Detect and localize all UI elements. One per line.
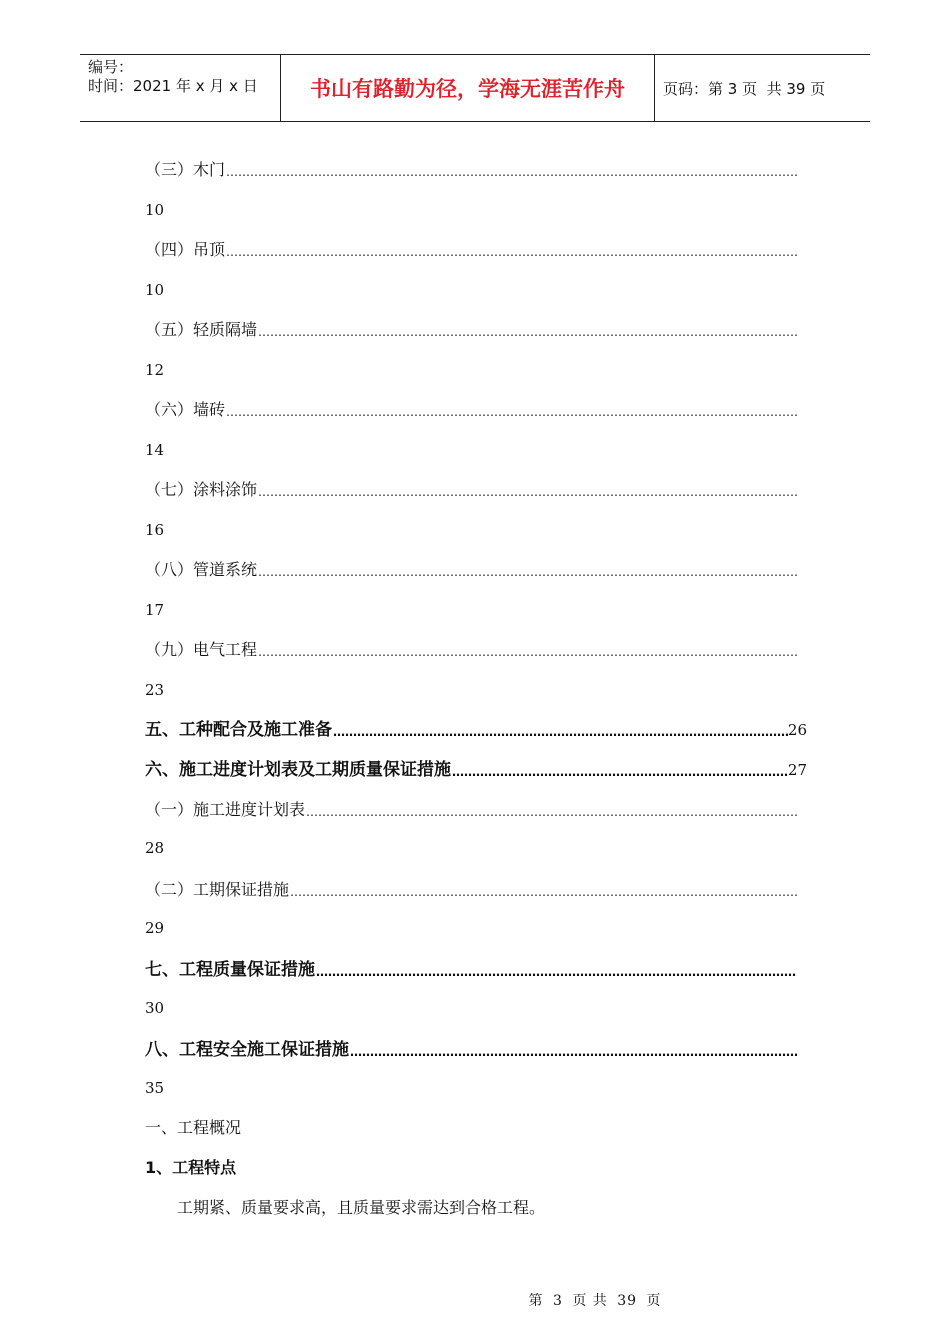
header-page-info: 页码：第 3 页 共 39 页 [663,79,826,98]
toc-entry-title: （二）工期保证措施 [145,880,290,899]
toc-entry[interactable] [145,556,797,580]
toc-entry-title: （五）轻质隔墙 [145,320,258,339]
toc-entry-page: 29 [145,919,165,937]
toc-entry-title: （一）施工进度计划表 [145,800,306,819]
toc-leader-dots [350,1044,797,1060]
toc-leader-dots [258,564,797,580]
toc-entry-page: 10 [145,201,165,219]
toc-leader-dots [316,964,797,980]
toc-leader-dots [258,484,797,500]
toc-entry[interactable] [145,236,797,260]
toc-entry-page: 26 [787,721,807,739]
header-meta-cell [80,55,281,121]
body-paragraph: 工期紧、质量要求高，且质量要求需达到合格工程。 [177,1198,546,1217]
footer-suffix: 页 [646,1293,662,1309]
header-motto: 书山有路勤为径，学海无涯苦作舟 [281,55,655,121]
toc-entry-title: 七、工程质量保证措施 [145,960,315,980]
toc-leader-dots [258,324,797,340]
toc-entry[interactable] [145,636,797,660]
toc-entry-page: 17 [145,601,165,619]
toc-entry-title: 五、工种配合及施工准备 [145,720,332,740]
toc-leader-dots [333,724,788,740]
document-time-label: 时间：2021 年 x 月 x 日 [88,77,258,95]
toc-entry-page: 28 [145,839,165,857]
footer-middle: 页 共 [572,1293,608,1309]
toc-leader-dots [306,804,797,820]
toc-entry[interactable] [145,316,797,340]
document-number-label: 编号： [88,58,134,76]
toc-entry-page: 10 [145,281,165,299]
toc-entry-title: （六）墙砖 [145,400,226,419]
toc-entry[interactable] [145,876,797,900]
toc-entry-page: 16 [145,521,165,539]
toc-entry-title: （八）管道系统 [145,560,258,579]
toc-entry[interactable] [145,796,797,820]
toc-entry-page: 12 [145,361,165,379]
toc-entry-page: 23 [145,681,165,699]
toc-entry[interactable] [145,396,797,420]
sub-heading: 1、工程特点 [145,1158,237,1177]
toc-entry-page: 35 [145,1079,165,1097]
toc-entry-major[interactable] [145,716,807,740]
toc-entry-page: 30 [145,999,165,1017]
toc-entry[interactable] [145,156,797,180]
toc-entry-major[interactable] [145,1036,797,1060]
toc-entry-page: 14 [145,441,165,459]
footer-total-pages: 39 [617,1293,638,1309]
toc-entry[interactable] [145,476,797,500]
toc-entry-title: （四）吊顶 [145,240,226,259]
toc-entry-major[interactable] [145,956,797,980]
toc-leader-dots [226,244,797,260]
toc-leader-dots [290,884,797,900]
footer-page-number: 3 [552,1293,563,1309]
toc-entry-title: 八、工程安全施工保证措施 [145,1040,349,1060]
toc-leader-dots [258,644,797,660]
toc-entry-page: 27 [787,761,807,779]
toc-leader-dots [226,164,797,180]
footer-prefix: 第 [528,1293,544,1309]
page-footer [0,1290,950,1310]
toc-leader-dots [452,764,788,780]
toc-entry-title: （九）电气工程 [145,640,258,659]
toc-entry-title: （三）木门 [145,160,226,179]
section-heading: 一、工程概况 [145,1118,242,1137]
toc-leader-dots [226,404,797,420]
toc-entry-title: （七）涂料涂饰 [145,480,258,499]
toc-entry-title: 六、施工进度计划表及工期质量保证措施 [145,760,451,780]
page-header [80,54,870,122]
toc-entry-major[interactable] [145,756,807,780]
